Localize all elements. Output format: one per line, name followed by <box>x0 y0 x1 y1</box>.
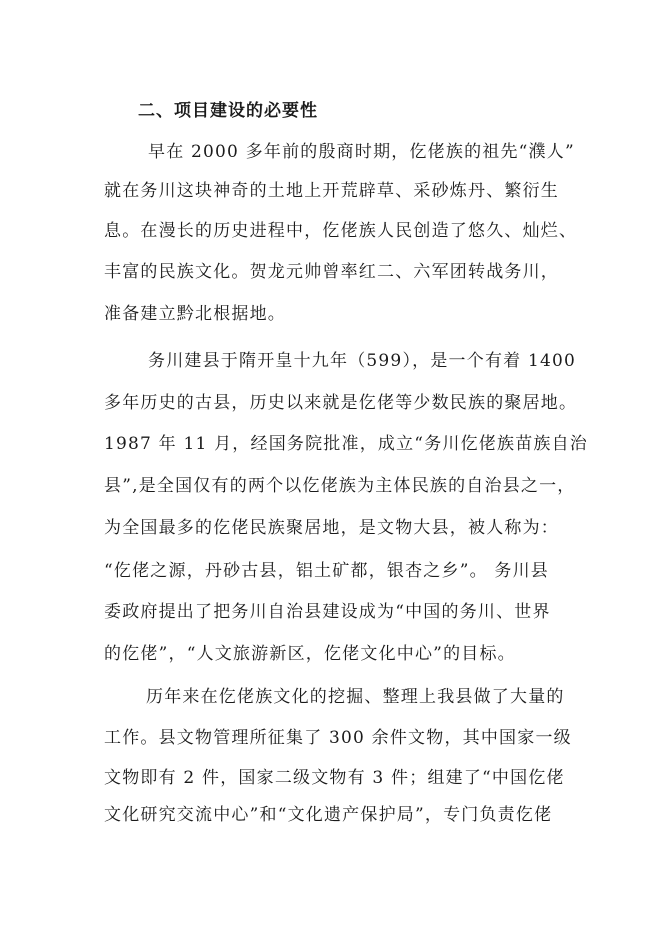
paragraph-2-line-2: 多年历史的古县，历史以来就是仡佬等少数民族的聚居地。 <box>104 393 578 413</box>
paragraph-2-line-5: 为全国最多的仡佬民族聚居地，是文物大县，被人称为： <box>104 518 559 538</box>
paragraph-3-line-1: 历年来在仡佬族文化的挖掘、整理上我县做了大量的 <box>146 687 565 707</box>
paragraph-3-line-2: 工作。县文物管理所征集了 300 余件文物，其中国家一级 <box>104 728 572 748</box>
paragraph-1-line-2: 就在务川这块神奇的土地上开荒辟草、采砂炼丹、繁衍生 <box>104 181 559 201</box>
paragraph-2-line-3: 1987 年 11 月，经国务院批准，成立“务川仡佬族苗族自治 <box>104 434 588 454</box>
paragraph-2-line-7: 委政府提出了把务川自治县建设成为“中国的务川、世界 <box>104 602 551 622</box>
paragraph-1-line-1: 早在 2000 多年前的殷商时期，仡佬族的祖先“濮人” <box>148 142 575 162</box>
paragraph-2-line-4: 县”,是全国仅有的两个以仡佬族为主体民族的自治县之一， <box>104 476 576 496</box>
section-heading: 二、项目建设的必要性 <box>138 101 318 121</box>
paragraph-2-line-6: “仡佬之源，丹砂古县，铝土矿都，银杏之乡”。 务川县 <box>104 561 549 581</box>
paragraph-1-line-5: 准备建立黔北根据地。 <box>104 304 286 324</box>
paragraph-3-line-4: 文化研究交流中心”和“文化遗产保护局”，专门负责仡佬 <box>104 805 553 825</box>
paragraph-2-line-8: 的仡佬”，“人文旅游新区，仡佬文化中心”的目标。 <box>104 644 516 664</box>
paragraph-2-line-1: 务川建县于隋开皇十九年（599），是一个有着 1400 <box>148 351 577 371</box>
paragraph-1-line-3: 息。在漫长的历史进程中，仡佬族人民创造了悠久、灿烂、 <box>104 221 578 241</box>
paragraph-1-line-4: 丰富的民族文化。贺龙元帅曾率红二、六军团转战务川， <box>104 262 559 282</box>
paragraph-3-line-3: 文物即有 2 件，国家二级文物有 3 件；组建了“中国仡佬 <box>104 768 565 788</box>
